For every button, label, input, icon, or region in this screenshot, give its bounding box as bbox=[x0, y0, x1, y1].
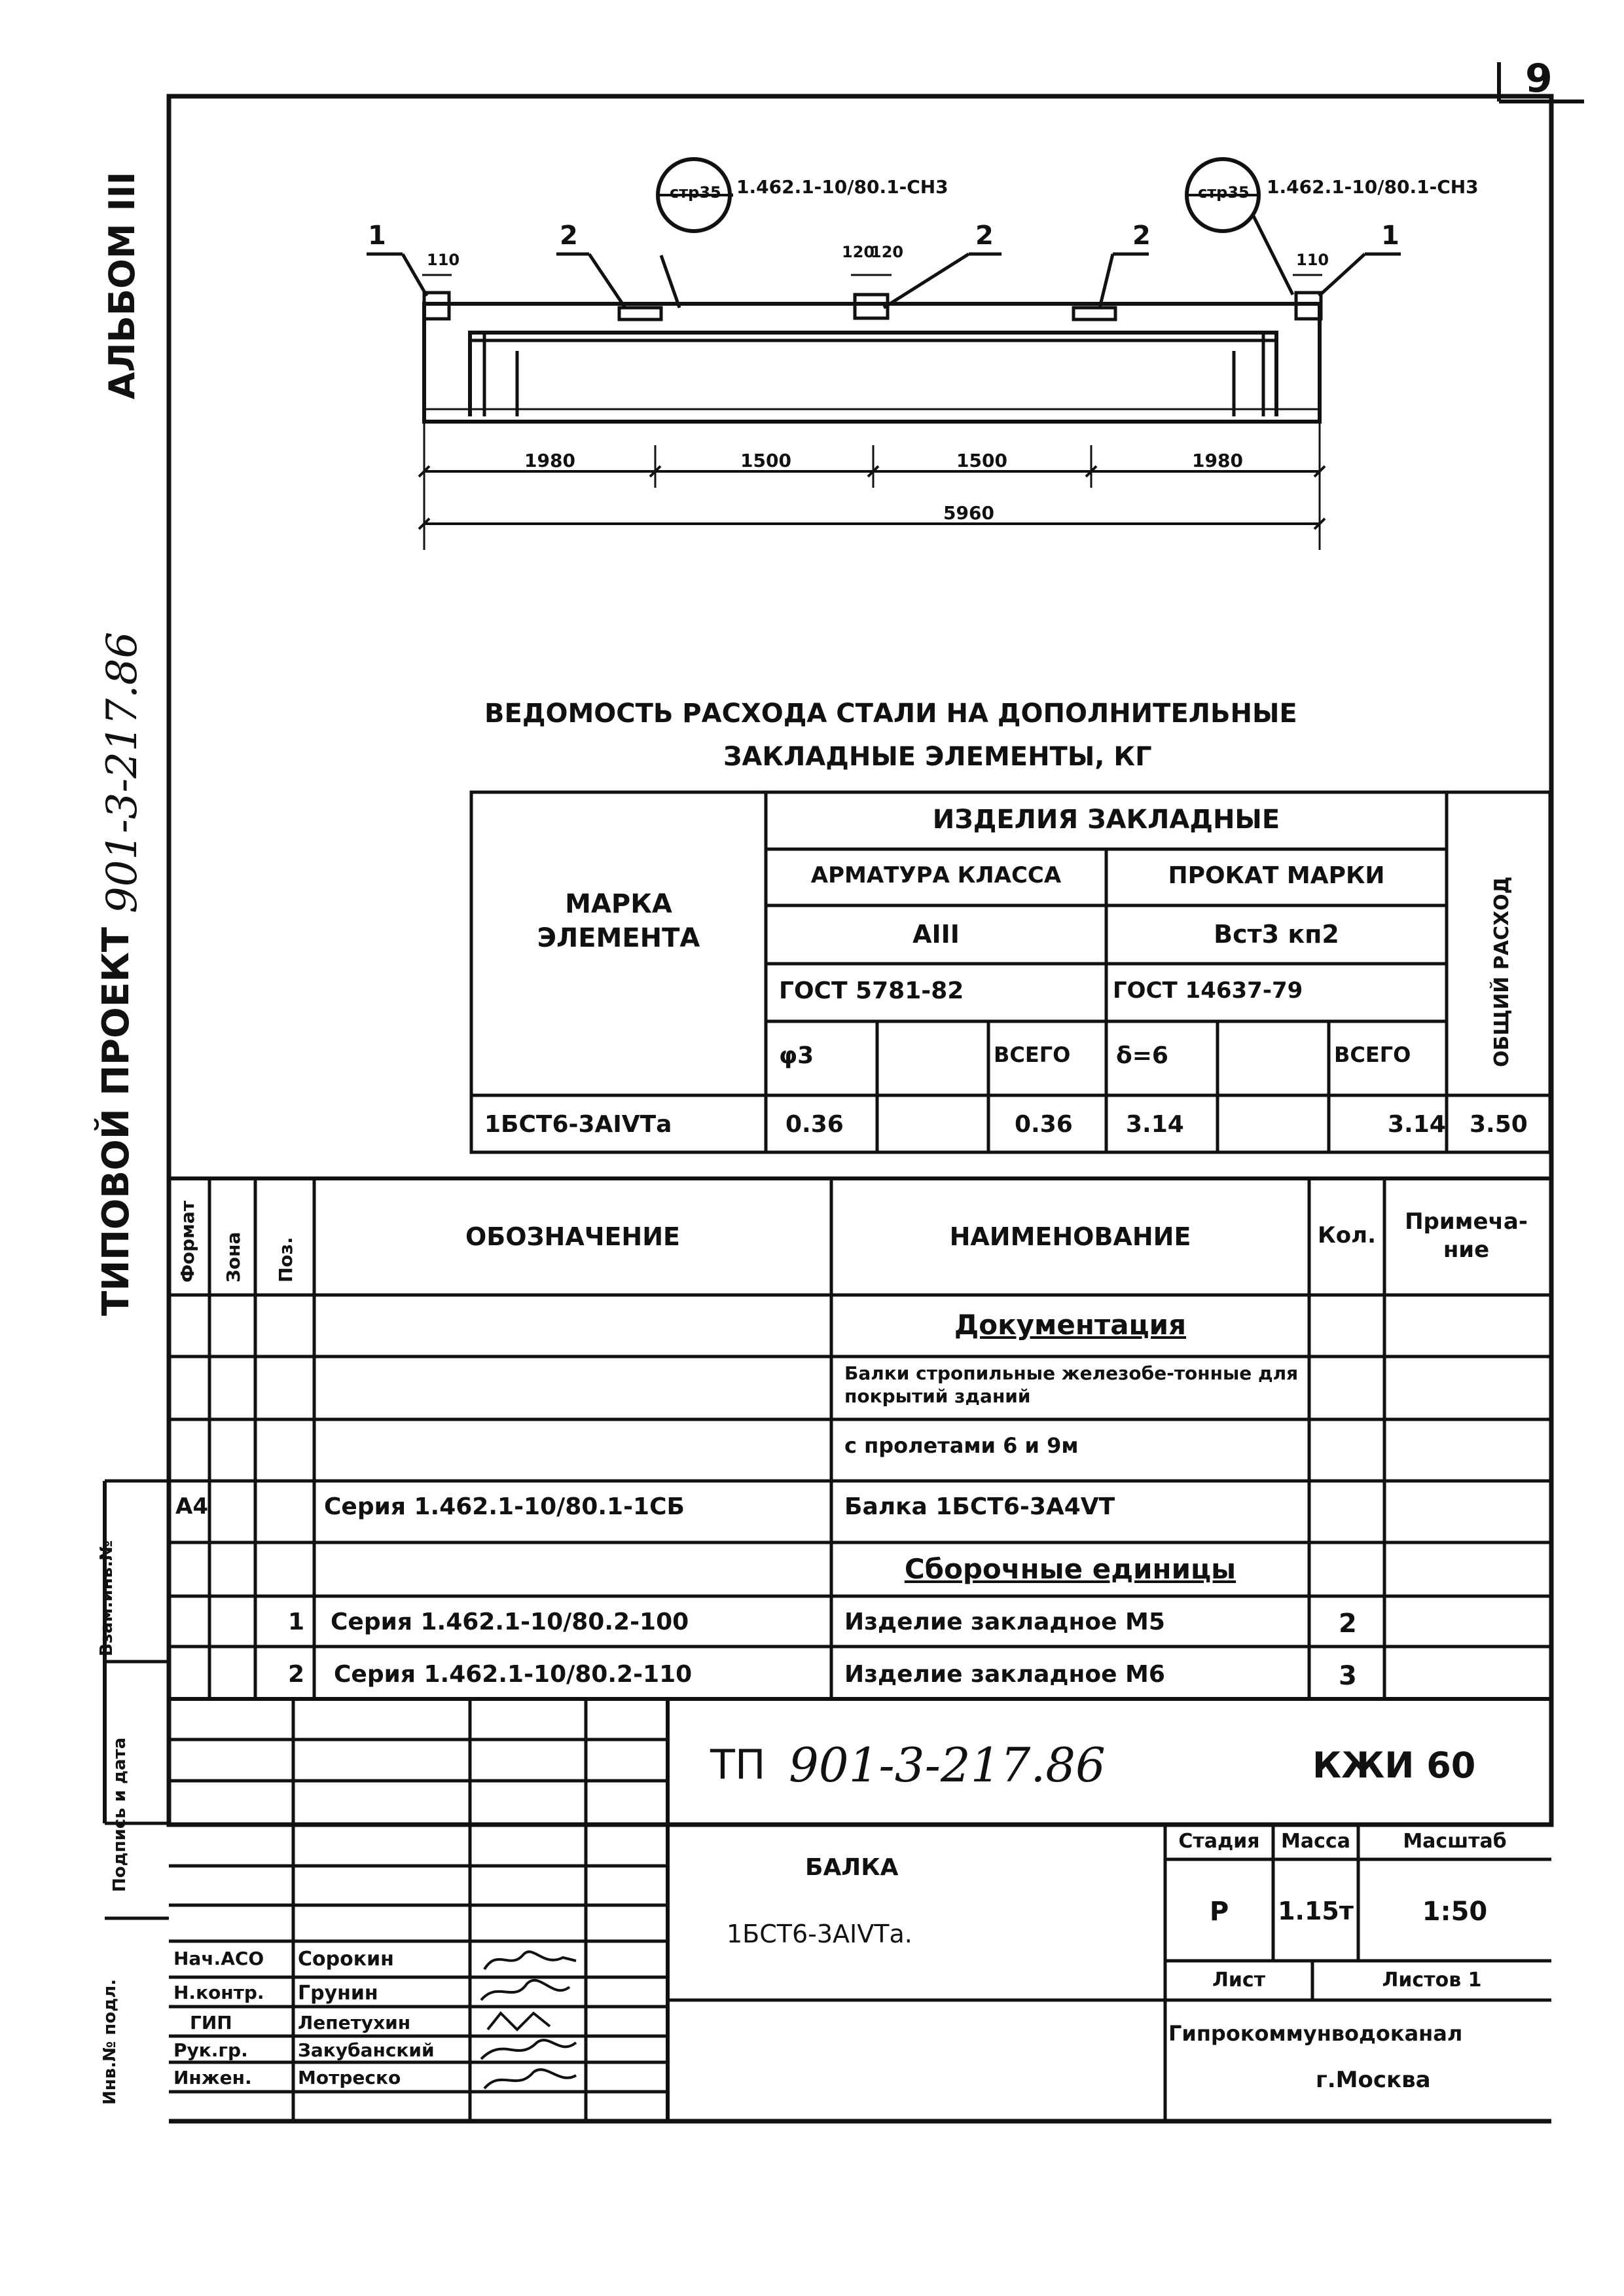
pos-label: 2 bbox=[975, 221, 994, 251]
row-mark: 1БСТ6-3АIVТа bbox=[484, 1111, 672, 1138]
staff-role: Нач.АСО bbox=[173, 1948, 264, 1969]
org-city: г.Москва bbox=[1316, 2067, 1431, 2093]
col-zone: Зона bbox=[223, 1231, 244, 1283]
side-label-replace: Взам.инв.№ bbox=[97, 1540, 117, 1656]
staff-role: Н.контр. bbox=[173, 1982, 264, 2003]
callout-left-circle: стр35 bbox=[670, 183, 721, 202]
stage-label: Стадия bbox=[1178, 1830, 1260, 1853]
album-label: АЛЬБОМ III bbox=[101, 172, 143, 399]
small-dim: 120 bbox=[871, 243, 904, 261]
rolled-grade: Вст3 кп2 bbox=[1214, 920, 1339, 949]
steel-table-title-1: ВЕДОМОСТЬ РАСХОДА СТАЛИ НА ДОПОЛНИТЕЛЬНЫЕ bbox=[484, 699, 1297, 729]
staff-name: Мотреско bbox=[298, 2067, 401, 2088]
rolled-title: ПРОКАТ МАРКИ bbox=[1168, 862, 1385, 889]
armature-col1: φ3 bbox=[779, 1042, 814, 1069]
staff-role: Рук.гр. bbox=[173, 2039, 248, 2061]
row-overall: 3.50 bbox=[1470, 1111, 1528, 1138]
armature-gost: ГОСТ 5781-82 bbox=[779, 977, 964, 1004]
spec-row-qty: 3 bbox=[1339, 1661, 1357, 1691]
row-arm-phi: 0.36 bbox=[785, 1111, 844, 1138]
item-name: БАЛКА bbox=[805, 1854, 899, 1881]
spec-row-format: А4 bbox=[175, 1493, 208, 1520]
mass-label: Масса bbox=[1281, 1830, 1350, 1853]
col-designation: ОБОЗНАЧЕНИЕ bbox=[465, 1222, 680, 1251]
sheet-label: Лист bbox=[1212, 1969, 1266, 1992]
row-roll-d6: 3.14 bbox=[1126, 1111, 1184, 1138]
spec-row-name: Изделие закладное М6 bbox=[844, 1661, 1165, 1688]
org-name: Гипрокоммунводоканал bbox=[1168, 2021, 1463, 2046]
spec-row-pos: 2 bbox=[288, 1661, 305, 1688]
scale-label: Масштаб bbox=[1403, 1830, 1507, 1853]
staff-name: Закубанский bbox=[298, 2039, 435, 2061]
spec-row-qty: 2 bbox=[1339, 1609, 1357, 1639]
staff-name: Сорокин bbox=[298, 1948, 394, 1971]
spec-row-designation: Серия 1.462.1-10/80.2-110 bbox=[334, 1661, 693, 1688]
signatures bbox=[481, 1952, 576, 2088]
project-number-side: 901-3-217.86 bbox=[98, 631, 147, 913]
spec-row-name: с пролетами 6 и 9м bbox=[844, 1433, 1079, 1458]
page-number: 9 bbox=[1525, 56, 1553, 101]
rolled-col1: δ=6 bbox=[1116, 1042, 1168, 1069]
stage-value: Р bbox=[1209, 1897, 1229, 1927]
staff-role: ГИП bbox=[190, 2012, 232, 2033]
rolled-gost: ГОСТ 14637-79 bbox=[1113, 977, 1303, 1004]
armature-total-label: ВСЕГО bbox=[994, 1042, 1071, 1067]
small-dim: 110 bbox=[427, 251, 460, 269]
mark-header: МАРКА ЭЛЕМЕНТА bbox=[537, 889, 700, 953]
armature-class: АIII bbox=[912, 920, 960, 949]
staff-name: Лепетухин bbox=[298, 2012, 411, 2033]
pos-label: 1 bbox=[368, 221, 386, 251]
item-mark: 1БСТ6-3АIVТа. bbox=[727, 1920, 912, 1948]
col-format: Формат bbox=[177, 1200, 198, 1283]
small-dim: 110 bbox=[1296, 251, 1329, 269]
total-dim: 5960 bbox=[943, 502, 994, 524]
spec-row-name: Балки стропильные железобе-тонные для покрытий зданий bbox=[844, 1362, 1299, 1407]
steel-table-title-2: ЗАКЛАДНЫЕ ЭЛЕМЕНТЫ, КГ bbox=[723, 742, 1152, 772]
col-name: НАИМЕНОВАНИЕ bbox=[949, 1222, 1191, 1251]
spec-row-designation: Серия 1.462.1-10/80.1-1СБ bbox=[324, 1493, 685, 1520]
callout-right-circle: стр35 bbox=[1198, 183, 1250, 202]
row-arm-total: 0.36 bbox=[1015, 1111, 1073, 1138]
pos-label: 2 bbox=[1132, 221, 1151, 251]
span-dim: 1500 bbox=[740, 450, 791, 471]
total-header: ОБЩИЙ РАСХОД bbox=[1490, 876, 1513, 1067]
col-note: Примеча-ние bbox=[1405, 1209, 1528, 1263]
side-label-inv: Инв.№ подл. bbox=[100, 1978, 120, 2105]
spec-row-name: Изделие закладное М5 bbox=[844, 1609, 1165, 1635]
pos-label: 2 bbox=[560, 221, 578, 251]
typical-project-label: ТИПОВОЙ ПРОЕКТ bbox=[95, 927, 137, 1316]
span-dim: 1980 bbox=[1192, 450, 1243, 471]
callout-right-ref: 1.462.1-10/80.1-СН3 bbox=[1267, 176, 1479, 198]
side-label-signature: Подпись и дата bbox=[110, 1737, 130, 1892]
spec-row-designation: Серия 1.462.1-10/80.2-100 bbox=[331, 1609, 689, 1635]
scale-value: 1:50 bbox=[1422, 1897, 1488, 1927]
staff-role: Инжен. bbox=[173, 2067, 252, 2088]
spec-row-heading: Сборочные единицы bbox=[904, 1553, 1236, 1585]
rolled-total-label: ВСЕГО bbox=[1334, 1042, 1411, 1067]
tp-prefix: ТП bbox=[710, 1741, 766, 1789]
armature-title: АРМАТУРА КЛАССА bbox=[810, 862, 1062, 888]
spec-row-pos: 1 bbox=[288, 1609, 305, 1635]
spec-row-heading: Документация bbox=[954, 1309, 1187, 1341]
group-header: ИЗДЕЛИЯ ЗАКЛАДНЫЕ bbox=[932, 805, 1280, 835]
drawing-code: КЖИ 60 bbox=[1312, 1745, 1476, 1786]
spec-row-name: Балка 1БСТ6-3А4VТ bbox=[844, 1493, 1115, 1520]
sheets-label: Листов 1 bbox=[1382, 1969, 1482, 1992]
col-pos: Поз. bbox=[275, 1237, 297, 1283]
span-dim: 1980 bbox=[524, 450, 575, 471]
pos-label: 1 bbox=[1381, 221, 1399, 251]
col-qty: Кол. bbox=[1318, 1222, 1376, 1248]
mass-value: 1.15т bbox=[1278, 1897, 1354, 1925]
callout-left-ref: 1.462.1-10/80.1-СН3 bbox=[736, 176, 948, 198]
span-dim: 1500 bbox=[956, 450, 1007, 471]
tp-number: 901-3-217.86 bbox=[789, 1738, 1106, 1793]
row-roll-total: 3.14 bbox=[1388, 1111, 1446, 1138]
small-dim: 120 bbox=[842, 243, 875, 261]
staff-name: Грунин bbox=[298, 1982, 378, 2005]
